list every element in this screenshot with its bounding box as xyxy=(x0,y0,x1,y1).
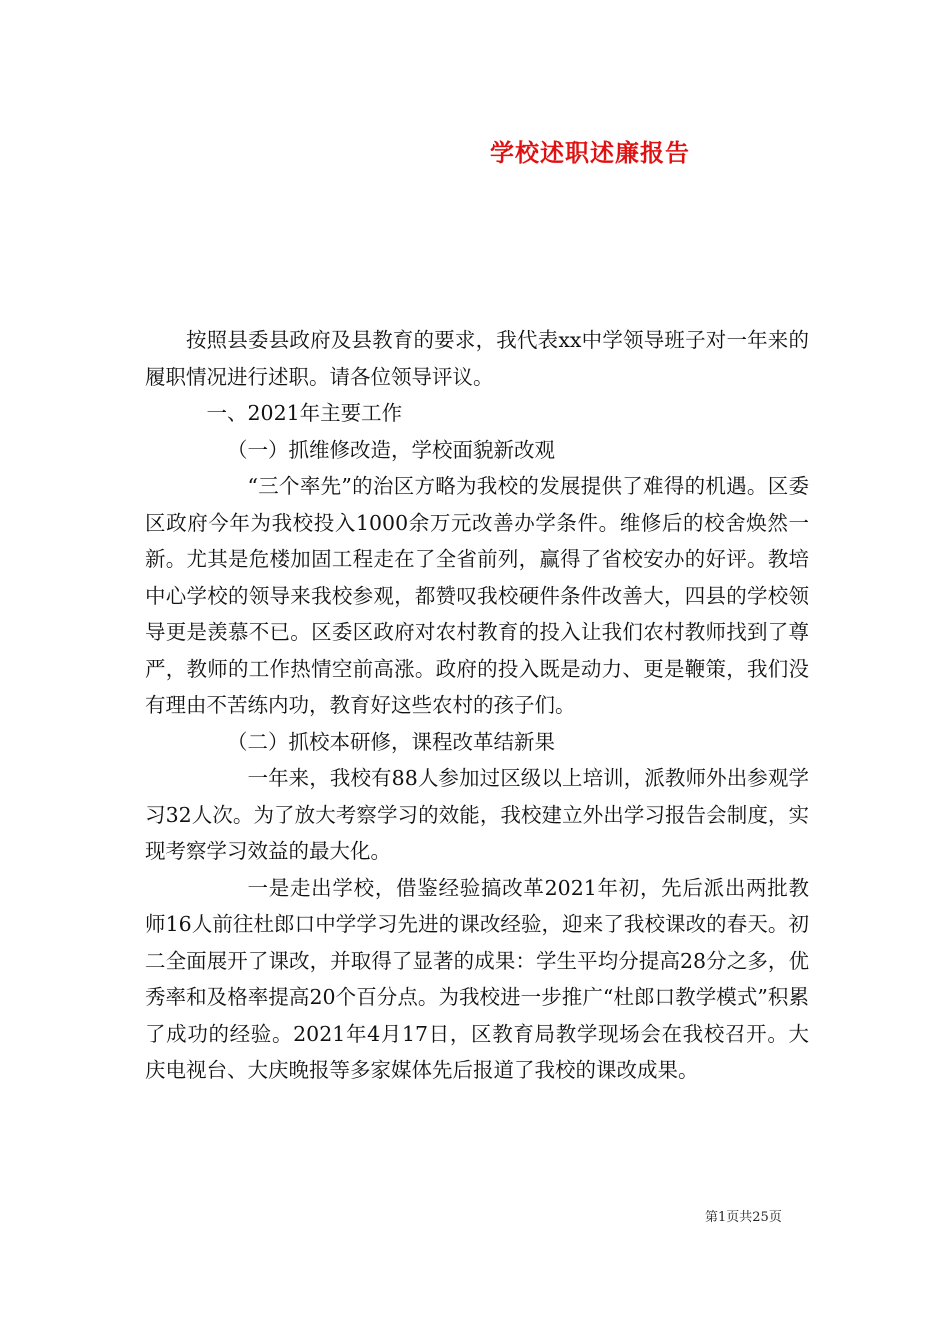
subsection-heading: （一）抓维修改造，学校面貌新改观 xyxy=(227,437,555,462)
paragraph: 一是走出学校，借鉴经验搞改革2021年初，先后派出两批教师16人前往杜郎口中学学习先进的课改经验，迎来了我校课改的春天。初二全面展开了课改，并取得了显著的成果：学生平均分提高28分之多，优秀率和及格率提高20个百分点。为我校进一步推广“杜郎口教学模式”积累了成功的经验。2021年4月17日，区教育局教学现场会在我校召开。大庆电视台、大庆晚报等多家媒体先后报道了我校的课改成果。 xyxy=(145,875,809,1082)
paragraph-intro: 按照县委县政府及县教育的要求，我代表xx中学领导班子对一年来的履职情况进行述职。请各位领导评议。 xyxy=(145,328,809,389)
paragraph: “三个率先”的治区方略为我校的发展提供了难得的机遇。区委区政府今年为我校投入1000余万元改善办学条件。维修后的校舍焕然一新。尤其是危楼加固工程走在了全省前列，赢得了省校安办的好评。教培中心学校的领导来我校参观，都赞叹我校硬件条件改善大，四县的学校领导更是羡慕不已。区委区政府对农村教育的投入让我们农村教师找到了尊严，教师的工作热情空前高涨。政府的投入既是动力、更是鞭策，我们没有理由不苦练内功，教育好这些农村的孩子们。 xyxy=(145,474,809,717)
paragraph: 一年来，我校有88人参加过区级以上培训，派教师外出参观学习32人次。为了放大考察学习的效能，我校建立外出学习报告会制度，实现考察学习效益的最大化。 xyxy=(145,766,809,863)
page-title: 学校述职述廉报告 xyxy=(490,138,690,167)
document-body xyxy=(145,322,809,1089)
page-number: 第1页共25页 xyxy=(705,1210,782,1225)
subsection-heading: （二）抓校本研修，课程改革结新果 xyxy=(227,729,555,754)
section-heading: 一、2021年主要工作 xyxy=(206,401,403,425)
